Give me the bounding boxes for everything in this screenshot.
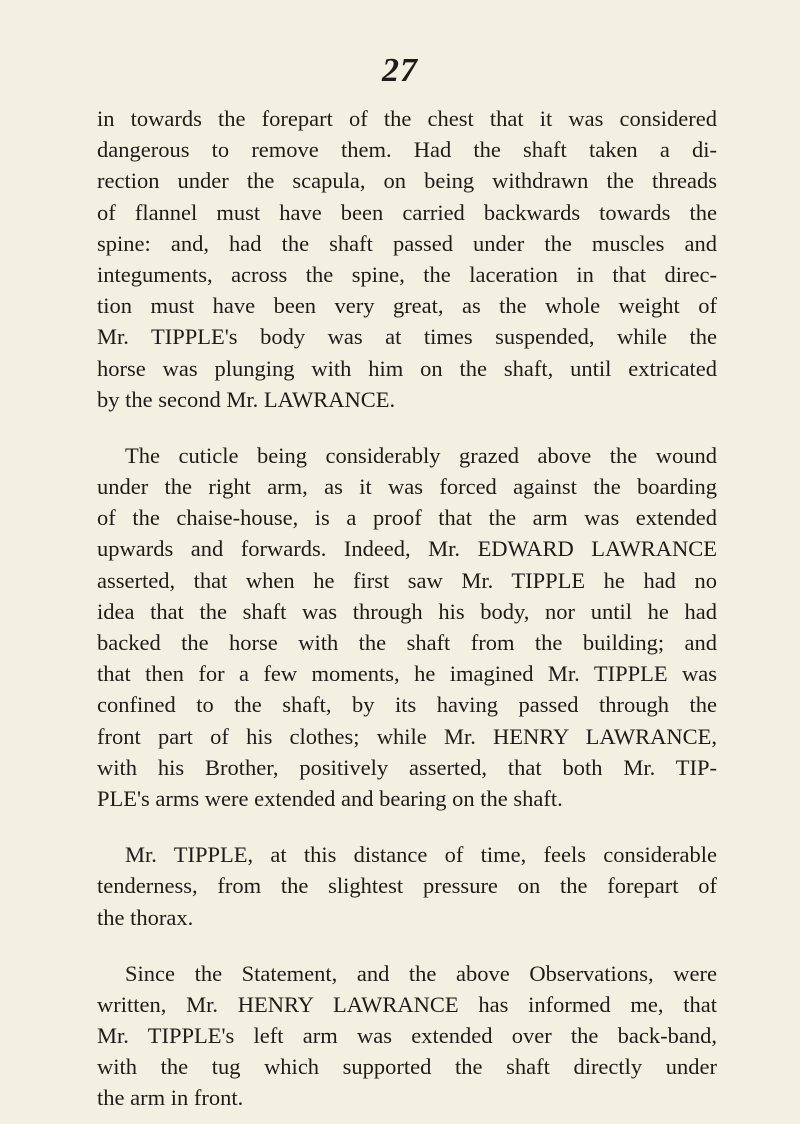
text-line: tion must have been very great, as the whole weight of [97, 293, 717, 319]
paragraph-gap [97, 415, 717, 440]
text-line: under the right arm, as it was forced against the boarding [97, 474, 717, 500]
text-line: with his Brother, positively asserted, that both Mr. TIP- [97, 754, 717, 780]
text-line: integuments, across the spine, the laceration in that direc- [97, 261, 717, 287]
text-line: asserted, that when he first saw Mr. TIPPLE he had no [97, 567, 717, 593]
text-line: with the tug which supported the shaft directly under [97, 1054, 717, 1080]
text-line: of flannel must have been carried backwards towards the [97, 199, 717, 225]
text-line: upwards and forwards. Indeed, Mr. EDWARD LAWRANCE [97, 536, 717, 562]
text-line: by the second Mr. LAWRANCE. [97, 386, 396, 412]
text-line: dangerous to remove them. Had the shaft taken a di- [97, 137, 717, 163]
text-line: written, Mr. HENRY LAWRANCE has informed me, that [97, 991, 717, 1017]
text-line: Mr. TIPPLE's left arm was extended over the back-band, [97, 1023, 717, 1049]
text-line: confined to the shaft, by its having passed through the [97, 692, 717, 718]
body-text [97, 103, 717, 1114]
text-line: that then for a few moments, he imagined Mr. TIPPLE was [97, 661, 717, 687]
text-line: horse was plunging with him on the shaft, until extricated [97, 355, 717, 381]
paragraph [97, 440, 717, 814]
text-line: in towards the forepart of the chest that it was considered [97, 106, 717, 131]
text-line: spine: and, had the shaft passed under the muscles and [97, 230, 717, 256]
text-line: Mr. TIPPLE, at this distance of time, feels considerable [125, 842, 717, 868]
text-line: The cuticle being considerably grazed above the wound [125, 442, 717, 468]
paragraph [97, 103, 717, 415]
text-line: of the chaise-house, is a proof that the arm was extended [97, 505, 717, 531]
text-line: Mr. TIPPLE's body was at times suspended, while the [97, 324, 717, 350]
text-line: rection under the scapula, on being withdrawn the threads [97, 168, 717, 194]
text-line: PLE's arms were extended and bearing on the shaft. [97, 785, 563, 811]
text-line: the arm in front. [97, 1085, 244, 1111]
text-line: backed the horse with the shaft from the building; and [97, 630, 717, 655]
text-line: the thorax. [97, 904, 194, 930]
paragraph-gap [97, 933, 717, 958]
page-number: 27 [382, 52, 418, 89]
paragraph [97, 839, 717, 933]
text-line: front part of his clothes; while Mr. HENRY LAWRANCE, [97, 723, 717, 749]
paragraph [97, 958, 717, 1114]
text-line: tenderness, from the slightest pressure on the forepart of [97, 873, 717, 899]
text-line: idea that the shaft was through his body, nor until he had [97, 598, 717, 624]
text-line: Since the Statement, and the above Observations, were [125, 960, 717, 986]
paragraph-gap [97, 814, 717, 839]
